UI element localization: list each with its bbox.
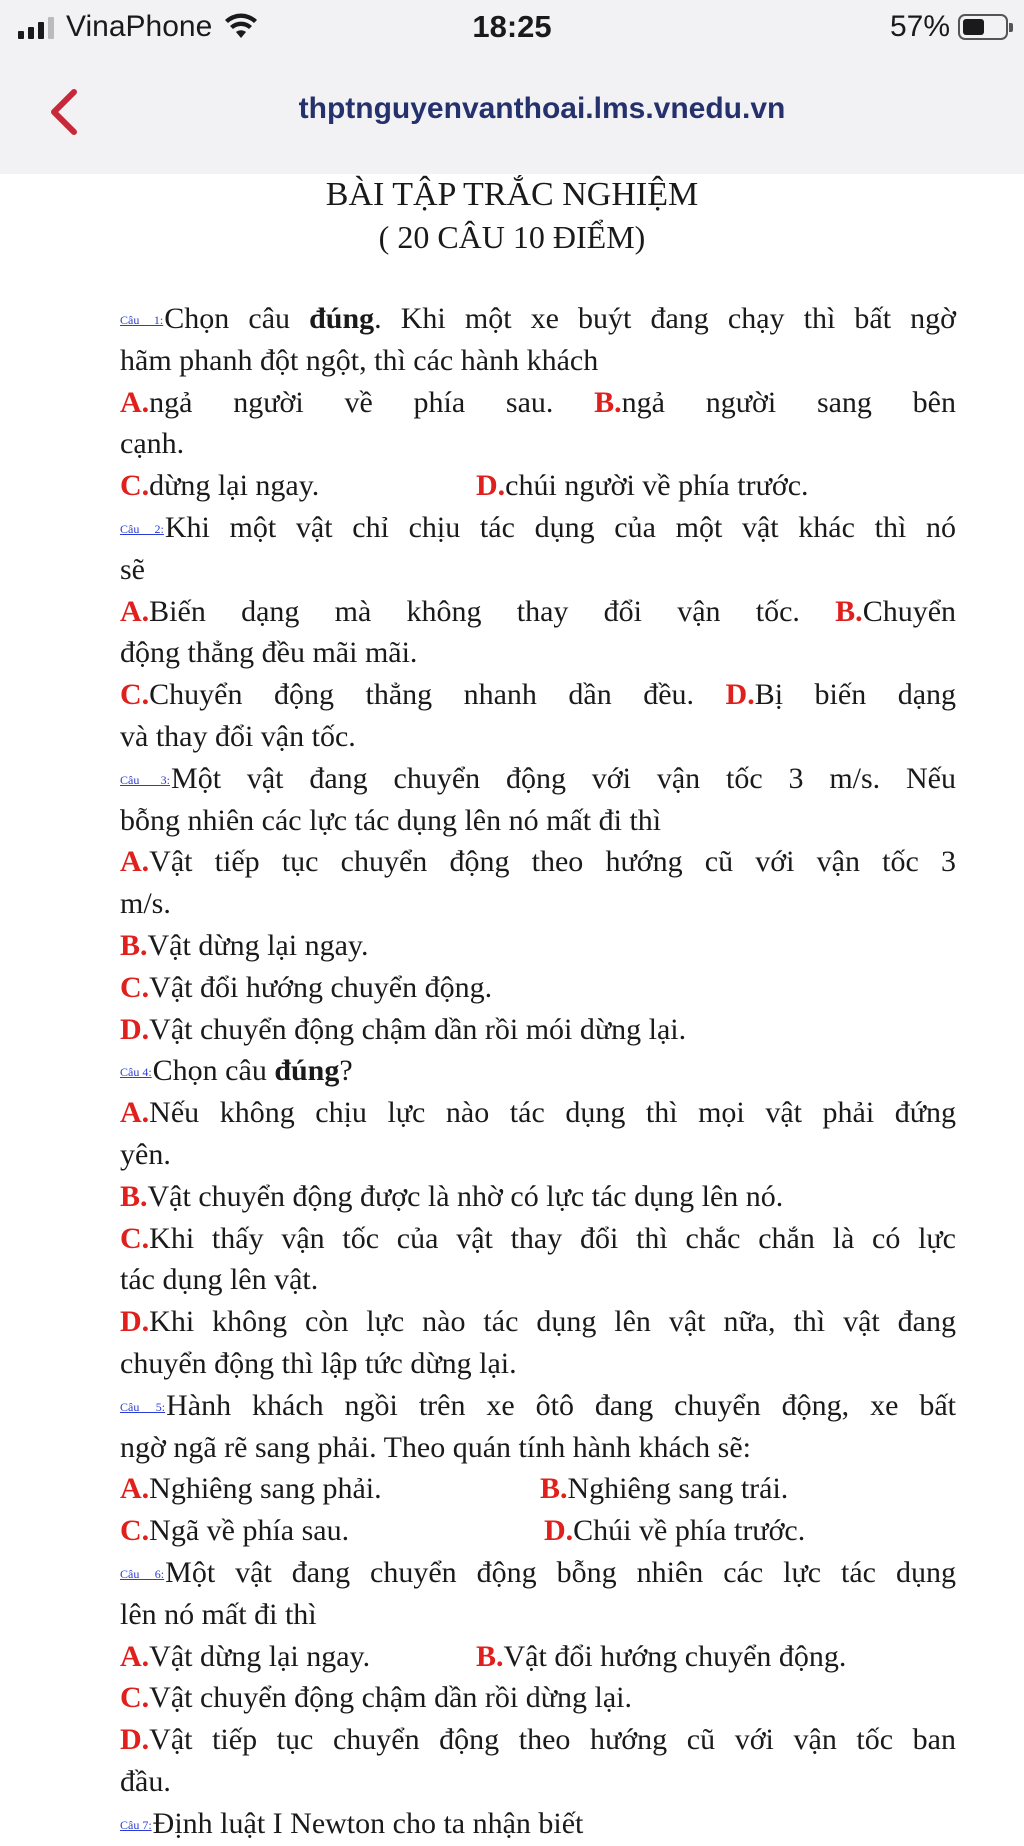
question-label[interactable]: Câu 1: [120,313,164,327]
answer-continuation: đầu. [120,1764,171,1798]
answer-row: A.Nghiêng sang phải. B.Nghiêng sang trái. [120,1472,789,1506]
question-label[interactable]: Câu 6: [120,1566,165,1581]
question-7: Câu 7:Định luật I Newton cho ta nhận biết [120,1806,584,1840]
answer-row: C.Vật chuyển động chậm dần rồi dừng lại. [120,1681,632,1715]
question-label[interactable]: Câu 3: [120,772,171,787]
browser-nav-bar [0,58,1024,174]
answer-row: C.dừng lại ngay. D.chúi người về phía trước. [120,469,809,503]
answer-row: D.Khi không còn lực nào tác dụng lên vật nữa, thì vật đang [120,1305,956,1339]
question-3: Câu 3:Một vật đang chuyển động với vận tốc 3 m/s. Nếu [120,761,956,795]
question-text: bỗng nhiên các lực tác dụng lên nó mất đi thì [120,803,662,837]
question-text: hãm phanh đột ngột, thì các hành khách [120,343,599,377]
answer-row: A.Vật dừng lại ngay. B.Vật đổi hướng chuyển động. [120,1639,847,1673]
answer-row: B.Vật dừng lại ngay. [120,928,369,962]
question-6: Câu 6:Một vật đang chuyển động bỗng nhiên các lực tác dụng [120,1555,956,1589]
question-text: ngờ ngã rẽ sang phải. Theo quán tính hành khách sẽ: [120,1430,751,1464]
battery-group [890,10,1008,44]
document-content [0,174,1024,1840]
answer-row: C.Chuyển động thẳng nhanh dần đều. D.Bị biến dạng [120,678,957,712]
doc-title: BÀI TẬP TRẮC NGHIỆM [325,176,699,213]
answer-continuation: yên. [120,1137,171,1171]
question-text: lên nó mất đi thì [120,1597,317,1631]
answer-continuation: tác dụng lên vật. [120,1263,319,1297]
question-list [120,298,957,1840]
answer-row: D.Vật tiếp tục chuyển động theo hướng cũ với vận tốc ban [120,1723,956,1757]
battery-percent: 57% [889,10,950,43]
url-label[interactable]: thptnguyenvanthoai.lms.vnedu.vn [298,92,786,125]
answer-continuation: và thay đổi vận tốc. [120,719,356,753]
battery-icon [958,14,1008,40]
answer-row: B.Vật chuyển động được là nhờ có lực tác dụng lên nó. [120,1179,784,1213]
answer-continuation: chuyển động thì lập tức dừng lại. [120,1346,517,1380]
answer-row: A.ngả người về phía sau. B.ngả người sang bên [120,385,956,419]
question-label[interactable]: Câu 5: [120,1399,166,1414]
answer-row: D.Vật chuyển động chậm dần rồi mói dừng lại. [120,1012,687,1046]
answer-row: C.Ngã về phía sau. D.Chúi về phía trước. [120,1514,806,1548]
answer-row: C.Vật đổi hướng chuyển động. [120,970,493,1004]
back-chevron-icon[interactable] [44,86,84,138]
question-label[interactable]: Câu 7: [120,1817,152,1832]
answer-row: A.Nếu không chịu lực nào tác dụng thì mọi vật phải đứng [120,1096,956,1130]
question-text: sẽ [120,552,145,586]
question-label[interactable]: Câu 2: [120,521,164,536]
answer-continuation: cạnh. [120,427,185,461]
question-1: Câu 1:Chọn câu đúng. Khi một xe buýt đang chạy thì bất ngờ [120,302,957,335]
answer-continuation: m/s. [120,887,171,921]
clock: 18:25 [472,9,552,44]
question-5: Câu 5:Hành khách ngồi trên xe ôtô đang chuyển động, xe bất [120,1388,956,1422]
question-2: Câu 2:Khi một vật chỉ chịu tác dụng của một vật khác thì nó [120,510,956,544]
doc-subtitle: ( 20 CÂU 10 ĐIỂM) [378,219,646,255]
answer-row: A.Biến dạng mà không thay đổi vận tốc. B.Chuyển [120,594,957,628]
carrier-name: VinaPhone [66,10,213,43]
answer-row: C.Khi thấy vận tốc của vật thay đổi thì chắc chắn là có lực [120,1221,956,1255]
question-label[interactable]: Câu 4: [120,1065,152,1080]
answer-continuation: động thẳng đều mãi mãi. [120,636,418,670]
status-bar [0,0,1024,58]
question-4: Câu 4:Chọn câu đúng? [120,1054,353,1088]
answer-row: A.Vật tiếp tục chuyển động theo hướng cũ với vận tốc 3 [120,845,956,879]
